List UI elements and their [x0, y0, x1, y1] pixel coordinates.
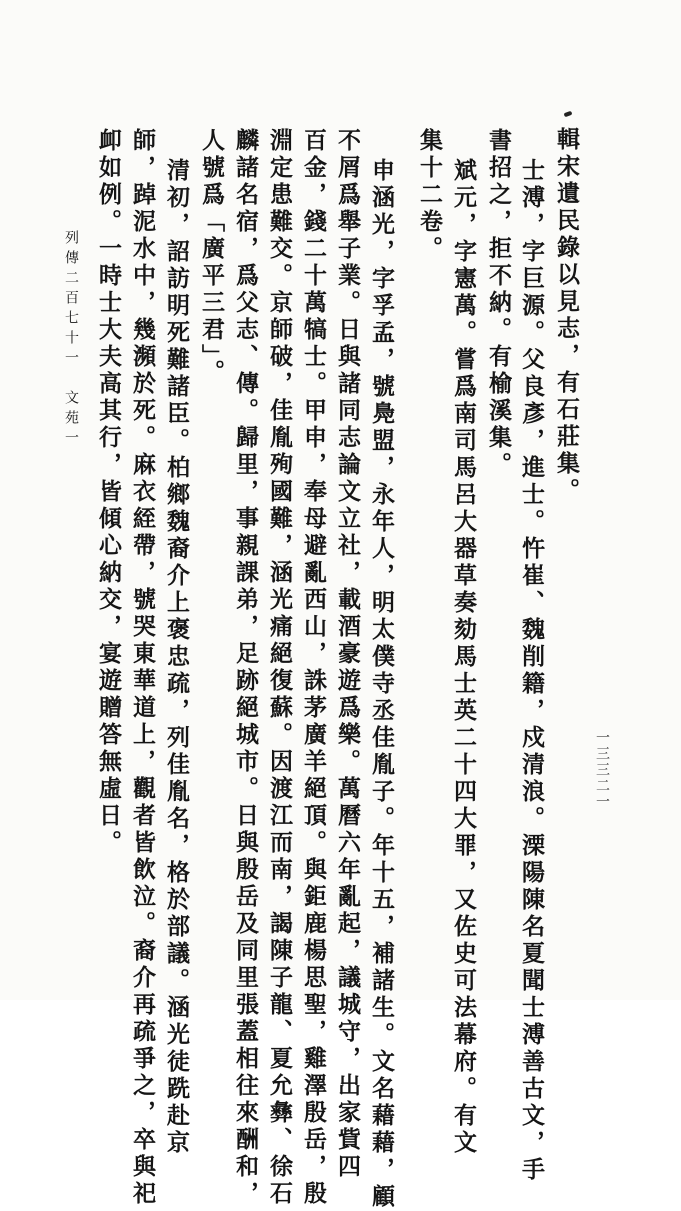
text-column-12: 清初，詔訪明死難諸臣。柏鄉魏裔介上褒忠疏，列佳胤名，格於部議。涵光徒跣赴京 — [163, 158, 190, 1157]
text-column-6: 申涵光，字孚孟，號鳧盟，永年人，明太僕寺丞佳胤子。年十五，補諸生。文名藉藉，顧 — [368, 158, 395, 1211]
text-column-3: 書招之，拒不納。有榆溪集。 — [485, 128, 512, 479]
text-column-5: 集十二卷。 — [416, 128, 443, 263]
text-column-7: 不屑爲舉子業。日與諸同志論文立社，載酒豪遊爲樂。萬曆六年亂起，議城守，出家貲四 — [334, 128, 361, 1181]
page-number: 一三三二一 — [594, 730, 610, 810]
running-head: 列傳二百七十一 文苑一 — [63, 230, 79, 450]
text-column-13: 師，踔泥水中，幾瀕於死。麻衣絰帶，號哭東華道上，觀者皆飲泣。裔介再疏爭之，卒與祀 — [129, 128, 156, 1208]
text-column-4: 斌元，字憲萬。嘗爲南司馬呂大器草奏劾馬士英二十四大罪，又佐史可法幕府。有文 — [450, 158, 477, 1157]
text-column-9: 淵定患難交。京師破，佳胤殉國難，涵光痛絕復蘇。因渡江而南，謁陳子龍、夏允彝、徐石 — [266, 128, 293, 1208]
text-column-14: 卹如例。一時士大夫高其行，皆傾心納交，宴遊贈答無虛日。 — [95, 128, 122, 857]
text-column-8: 百金，錢二十萬犒士。甲申，奉母避亂西山，誅茅廣羊絕頂。與鉅鹿楊思聖，雞澤殷岳，殷 — [300, 128, 327, 1208]
text-column-10: 麟諸名宿，爲父志、傳。歸里，事親課弟，足跡絕城市。日與殷岳及同里張蓋相往來酬和， — [232, 128, 259, 1208]
ink-mark — [564, 111, 573, 117]
text-column-2: 士溥，字巨源。父良彥，進士。忤崔、魏削籍，戍清浪。溧陽陳名夏聞士溥善古文，手 — [518, 158, 545, 1184]
text-column-11: 人號爲「廣平三君」。 — [198, 128, 225, 387]
text-column-1: 輯宋遺民錄以見志，有石莊集。 — [553, 127, 580, 505]
